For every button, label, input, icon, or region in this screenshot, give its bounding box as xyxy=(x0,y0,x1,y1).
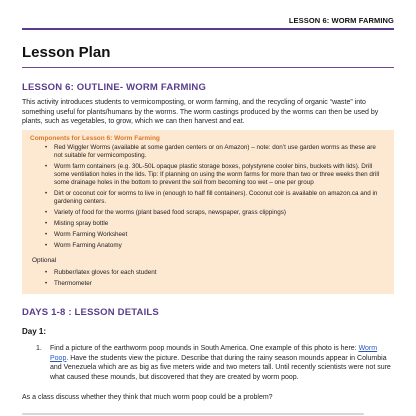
step-text-after: . Have the students view the picture. Describe that during the rainy season mounds appear in Columbia and Venezuela which are as big as five meters wide and two meters tall. Until recently scientists were not sure what caused these mounds, but discovered that they are created by worm poop. xyxy=(50,354,391,381)
optional-item: Rubber/latex gloves for each student xyxy=(54,269,157,276)
lesson-header-label: LESSON 6: WORM FARMING xyxy=(288,16,394,25)
component-item: Worm Farming Worksheet xyxy=(54,231,128,238)
step-text-before: Find a picture of the earthworm poop mounds in South America. One example of this photo is here: xyxy=(50,345,359,352)
list-item xyxy=(32,269,386,277)
page-title: Lesson Plan xyxy=(22,44,111,61)
bullet-icon: • xyxy=(45,145,48,151)
component-item: Variety of food for the worms (plant based food scraps, newspaper, grass clippings) xyxy=(54,209,286,216)
outline-intro: This activity introduces students to vermicomposting, or worm farming, and the recycling of organic “waste” into something useful for plants/humans by the worms. The worm castings produced by the worms can then be used by plants, such as vegetables, to grow, which we can then harvest and eat. xyxy=(22,99,379,125)
optional-list xyxy=(32,269,386,291)
discussion-prompt: As a class discuss whether they think that much worm poop could be a problem? xyxy=(22,394,273,401)
page-header xyxy=(22,12,394,30)
day-1-heading: Day 1: xyxy=(22,327,47,336)
optional-item: Thermometer xyxy=(54,280,92,287)
title-divider xyxy=(22,67,394,68)
component-item: Dirt or coconut coir for worms to live in (enough to half fill containers). Coconut coir is available on amazon.ca and in gardening centers. xyxy=(54,190,378,205)
worm-poop-link[interactable]: Worm Poop xyxy=(50,345,378,362)
step-1 xyxy=(36,344,394,382)
bullet-icon: • xyxy=(45,191,48,197)
cut-off-text xyxy=(22,408,394,416)
bullet-icon: • xyxy=(45,164,48,170)
component-item: Misting spray bottle xyxy=(54,220,109,227)
step-number: 1. xyxy=(36,345,42,352)
list-item xyxy=(32,144,386,160)
cut-off-line xyxy=(22,413,364,415)
list-item xyxy=(32,220,386,228)
bullet-icon: • xyxy=(45,210,48,216)
optional-label: Optional xyxy=(32,257,57,264)
component-item: Red Wiggler Worms (available at some garden centers or on Amazon) – note: don’t use garden worms as these are not suitable for vermicomposting. xyxy=(54,144,376,159)
days-heading: DAYS 1-8 : LESSON DETAILS xyxy=(22,307,159,318)
step-text xyxy=(36,344,394,382)
list-item xyxy=(32,242,386,250)
components-list xyxy=(32,144,386,253)
list-item xyxy=(32,280,386,288)
list-item xyxy=(32,209,386,217)
components-box xyxy=(22,130,394,294)
bullet-icon: • xyxy=(45,281,48,287)
list-item xyxy=(32,163,386,187)
component-item: Worm farm containers (e.g. 30L-50L opaque plastic storage boxes, polystyrene cooler bins, buckets with lids). Drill some ventilation holes in the lids. Tip: If planning on using the worm farms for more than two or three weeks then drill some drainage holes in the bottom to prevent the soil from becoming too wet – one per group xyxy=(54,163,380,186)
list-item xyxy=(32,231,386,239)
component-item: Worm Farming Anatomy xyxy=(54,242,122,249)
components-title: Components for Lesson 6: Worm Farming xyxy=(30,135,160,142)
bullet-icon: • xyxy=(45,221,48,227)
bullet-icon: • xyxy=(45,243,48,249)
outline-heading: LESSON 6: OUTLINE- WORM FARMING xyxy=(22,82,207,93)
bullet-icon: • xyxy=(45,232,48,238)
bullet-icon: • xyxy=(45,270,48,276)
list-item xyxy=(32,190,386,206)
